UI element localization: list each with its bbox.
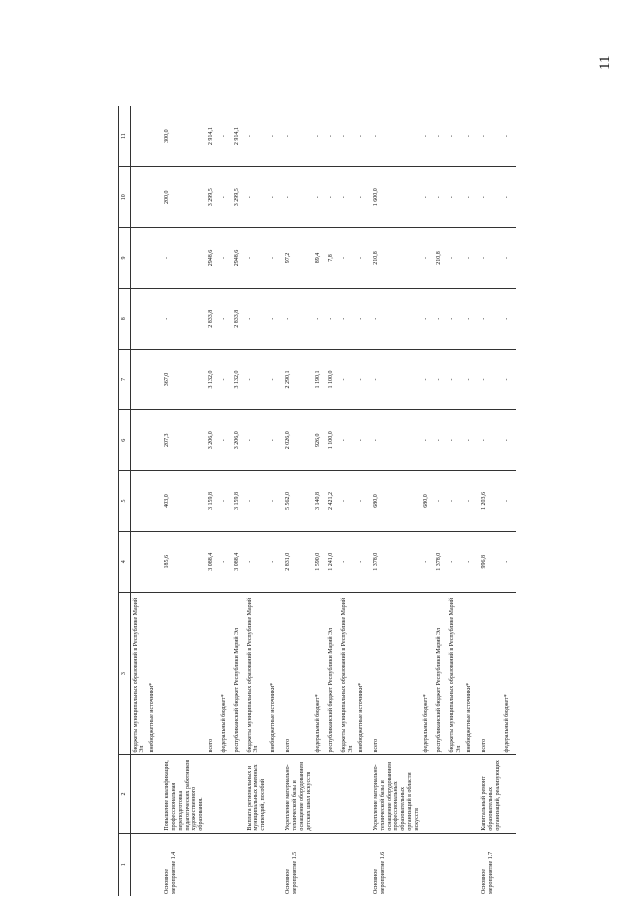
amount-cell: - bbox=[219, 349, 232, 410]
description-cell: Укрепление материально-технической базы и оснащение оборудованием детских школ искусств bbox=[281, 755, 313, 833]
amount-cell: - bbox=[448, 106, 464, 167]
amount-cell: - bbox=[503, 531, 516, 592]
amount-cell: 1 378,0 bbox=[369, 531, 422, 592]
amount-cell: - bbox=[327, 106, 340, 167]
amount-cell: - bbox=[448, 410, 464, 471]
description-cell: Повышение квалификации, профессиональная переподготовка педагогических работников художественного образования. bbox=[160, 755, 206, 833]
amount-cell bbox=[147, 471, 160, 532]
description-cell bbox=[356, 755, 369, 833]
column-number-header: 7 bbox=[119, 349, 131, 410]
amount-cell: - bbox=[477, 228, 503, 289]
amount-cell bbox=[147, 228, 160, 289]
table-row bbox=[435, 106, 448, 896]
amount-cell: - bbox=[281, 288, 313, 349]
amount-cell bbox=[147, 288, 160, 349]
amount-cell: - bbox=[340, 531, 356, 592]
amount-cell: - bbox=[503, 471, 516, 532]
description-cell bbox=[219, 755, 232, 833]
activity-cell bbox=[340, 833, 356, 896]
funding-source-cell: бюджеты муниципальных образований в Республике Марий Эл bbox=[448, 592, 464, 755]
funding-source-cell: республиканский бюджет Республики Марий Эл bbox=[435, 592, 448, 755]
amount-cell: - bbox=[422, 349, 435, 410]
amount-cell: - bbox=[327, 167, 340, 228]
amount-cell: 200,0 bbox=[160, 167, 206, 228]
table-row bbox=[219, 106, 232, 896]
column-number-header: 5 bbox=[119, 471, 131, 532]
amount-cell: - bbox=[435, 349, 448, 410]
amount-cell: 680,0 bbox=[369, 471, 422, 532]
amount-cell: - bbox=[369, 349, 422, 410]
amount-cell: - bbox=[245, 531, 268, 592]
amount-cell: 2 833,8 bbox=[206, 288, 219, 349]
amount-cell: - bbox=[356, 349, 369, 410]
column-number-header: 2 bbox=[119, 755, 131, 833]
amount-cell: - bbox=[356, 288, 369, 349]
funding-source-cell: федеральный бюджет* bbox=[219, 592, 232, 755]
amount-cell: - bbox=[340, 410, 356, 471]
amount-cell: - bbox=[464, 531, 477, 592]
amount-cell: - bbox=[422, 288, 435, 349]
amount-cell: - bbox=[268, 471, 281, 532]
budget-table bbox=[118, 106, 516, 896]
amount-cell bbox=[131, 531, 148, 592]
description-cell bbox=[314, 755, 327, 833]
amount-cell bbox=[131, 288, 148, 349]
amount-cell: - bbox=[477, 410, 503, 471]
amount-cell: 926,0 bbox=[314, 410, 327, 471]
column-number-header: 9 bbox=[119, 228, 131, 289]
amount-cell: 2948,6 bbox=[206, 228, 219, 289]
amount-cell: 210,8 bbox=[435, 228, 448, 289]
amount-cell: 3 088,4 bbox=[232, 531, 245, 592]
table-row bbox=[340, 106, 356, 896]
amount-cell: - bbox=[464, 106, 477, 167]
amount-cell: 1 100,0 bbox=[327, 410, 340, 471]
rotated-table-area bbox=[118, 106, 511, 896]
amount-cell bbox=[131, 167, 148, 228]
amount-cell: - bbox=[435, 410, 448, 471]
table-row bbox=[160, 106, 206, 896]
amount-cell: 1 378,0 bbox=[435, 531, 448, 592]
table-row bbox=[422, 106, 435, 896]
amount-cell: - bbox=[340, 106, 356, 167]
activity-cell bbox=[147, 833, 160, 896]
table-row bbox=[503, 106, 516, 896]
amount-cell: - bbox=[435, 288, 448, 349]
amount-cell bbox=[131, 349, 148, 410]
amount-cell: - bbox=[448, 349, 464, 410]
amount-cell: - bbox=[464, 228, 477, 289]
amount-cell: 403,0 bbox=[160, 471, 206, 532]
table-body bbox=[131, 106, 516, 896]
amount-cell: 3 299,5 bbox=[206, 167, 219, 228]
amount-cell bbox=[147, 410, 160, 471]
amount-cell: - bbox=[219, 410, 232, 471]
amount-cell bbox=[147, 167, 160, 228]
column-number-header: 11 bbox=[119, 106, 131, 167]
amount-cell: 3 299,5 bbox=[232, 167, 245, 228]
column-number-header: 1 bbox=[119, 833, 131, 896]
amount-cell bbox=[147, 531, 160, 592]
amount-cell: - bbox=[356, 471, 369, 532]
amount-cell: 3 159,8 bbox=[206, 471, 219, 532]
funding-source-cell: внебюджетные источники* bbox=[356, 592, 369, 755]
description-cell bbox=[131, 755, 148, 833]
amount-cell: - bbox=[422, 106, 435, 167]
amount-cell: - bbox=[340, 228, 356, 289]
activity-cell: Основное мероприятие 1.5 bbox=[285, 851, 299, 894]
amount-cell: 3 206,0 bbox=[232, 410, 245, 471]
amount-cell: 3 132,0 bbox=[232, 349, 245, 410]
amount-cell: - bbox=[268, 167, 281, 228]
column-number-header: 3 bbox=[119, 592, 131, 755]
amount-cell bbox=[131, 106, 148, 167]
description-cell bbox=[147, 755, 160, 833]
amount-cell bbox=[131, 228, 148, 289]
amount-cell: - bbox=[503, 167, 516, 228]
amount-cell: 1 203,6 bbox=[477, 471, 503, 532]
funding-source-cell: всего bbox=[206, 592, 219, 755]
amount-cell: - bbox=[340, 167, 356, 228]
amount-cell: - bbox=[268, 410, 281, 471]
funding-source-cell: внебюджетные источники* bbox=[147, 592, 160, 755]
amount-cell: 2 026,0 bbox=[281, 410, 313, 471]
amount-cell: - bbox=[340, 288, 356, 349]
column-number-row bbox=[119, 106, 131, 896]
amount-cell: - bbox=[464, 349, 477, 410]
amount-cell: 1 590,0 bbox=[314, 531, 327, 592]
amount-cell: - bbox=[356, 228, 369, 289]
table-row bbox=[268, 106, 281, 896]
amount-cell: - bbox=[422, 167, 435, 228]
amount-cell: - bbox=[268, 106, 281, 167]
activity-cell bbox=[327, 833, 340, 896]
amount-cell: - bbox=[369, 288, 422, 349]
amount-cell: 89,4 bbox=[314, 228, 327, 289]
description-cell bbox=[435, 755, 448, 833]
table-row bbox=[356, 106, 369, 896]
description-cell bbox=[448, 755, 464, 833]
description-cell bbox=[503, 755, 516, 833]
amount-cell: - bbox=[245, 410, 268, 471]
description-cell bbox=[464, 755, 477, 833]
amount-cell: 3 088,4 bbox=[206, 531, 219, 592]
amount-cell: - bbox=[219, 531, 232, 592]
amount-cell: - bbox=[314, 167, 327, 228]
amount-cell: 1 190,1 bbox=[314, 349, 327, 410]
amount-cell: - bbox=[268, 228, 281, 289]
funding-source-cell: бюджеты муниципальных образований в Республике Марий Эл bbox=[131, 592, 148, 755]
amount-cell: - bbox=[448, 167, 464, 228]
funding-source-cell bbox=[160, 592, 206, 755]
activity-cell bbox=[464, 833, 477, 896]
amount-cell: - bbox=[245, 471, 268, 532]
amount-cell: - bbox=[281, 167, 313, 228]
column-number-header: 8 bbox=[119, 288, 131, 349]
amount-cell: - bbox=[245, 288, 268, 349]
amount-cell: - bbox=[503, 106, 516, 167]
table-row bbox=[327, 106, 340, 896]
amount-cell: - bbox=[281, 106, 313, 167]
funding-source-cell: всего bbox=[369, 592, 422, 755]
activity-cell bbox=[131, 833, 148, 896]
amount-cell: - bbox=[448, 471, 464, 532]
amount-cell: 2 290,1 bbox=[281, 349, 313, 410]
description-cell bbox=[232, 755, 245, 833]
amount-cell: - bbox=[356, 167, 369, 228]
amount-cell: 1 241,0 bbox=[327, 531, 340, 592]
activity-cell bbox=[206, 833, 219, 896]
amount-cell: - bbox=[422, 228, 435, 289]
amount-cell: - bbox=[268, 531, 281, 592]
amount-cell: - bbox=[340, 471, 356, 532]
amount-cell bbox=[131, 471, 148, 532]
table-row bbox=[448, 106, 464, 896]
activity-cell: Основное мероприятие 1.4 bbox=[164, 851, 178, 894]
funding-source-cell: бюджеты муниципальных образований в Республике Марий Эл bbox=[340, 592, 356, 755]
amount-cell: 3 132,0 bbox=[206, 349, 219, 410]
amount-cell: 7,8 bbox=[327, 228, 340, 289]
amount-cell: 2 914,1 bbox=[232, 106, 245, 167]
amount-cell: - bbox=[477, 167, 503, 228]
amount-cell: - bbox=[327, 288, 340, 349]
amount-cell: - bbox=[435, 167, 448, 228]
description-cell bbox=[206, 755, 219, 833]
amount-cell: - bbox=[245, 106, 268, 167]
amount-cell: - bbox=[503, 228, 516, 289]
amount-cell: - bbox=[448, 531, 464, 592]
amount-cell bbox=[147, 106, 160, 167]
table-row bbox=[464, 106, 477, 896]
activity-cell bbox=[503, 833, 516, 896]
amount-cell: - bbox=[503, 349, 516, 410]
amount-cell: 680,0 bbox=[422, 471, 435, 532]
amount-cell: - bbox=[356, 531, 369, 592]
amount-cell: - bbox=[464, 471, 477, 532]
amount-cell: 2 421,2 bbox=[327, 471, 340, 532]
activity-cell bbox=[268, 833, 281, 896]
table-row bbox=[369, 106, 422, 896]
amount-cell: 3 140,8 bbox=[314, 471, 327, 532]
amount-cell: 207,3 bbox=[160, 410, 206, 471]
amount-cell: - bbox=[503, 288, 516, 349]
amount-cell: 996,8 bbox=[477, 531, 503, 592]
amount-cell bbox=[131, 410, 148, 471]
amount-cell: 2 914,1 bbox=[206, 106, 219, 167]
amount-cell: 300,0 bbox=[160, 106, 206, 167]
activity-cell bbox=[422, 833, 435, 896]
description-cell bbox=[327, 755, 340, 833]
amount-cell: 3 206,0 bbox=[206, 410, 219, 471]
amount-cell: - bbox=[435, 471, 448, 532]
table-row bbox=[206, 106, 219, 896]
activity-cell bbox=[448, 833, 464, 896]
amount-cell: - bbox=[422, 410, 435, 471]
amount-cell: 1 600,0 bbox=[369, 167, 422, 228]
table-row bbox=[131, 106, 148, 896]
amount-cell bbox=[147, 349, 160, 410]
activity-cell bbox=[356, 833, 369, 896]
funding-source-cell: всего bbox=[477, 592, 503, 755]
amount-cell: 2 831,0 bbox=[281, 531, 313, 592]
table-row bbox=[232, 106, 245, 896]
amount-cell: 210,8 bbox=[369, 228, 422, 289]
amount-cell: 3 159,8 bbox=[232, 471, 245, 532]
amount-cell: - bbox=[219, 167, 232, 228]
amount-cell: - bbox=[435, 106, 448, 167]
table-row bbox=[281, 106, 313, 896]
amount-cell: - bbox=[356, 410, 369, 471]
amount-cell: - bbox=[245, 228, 268, 289]
amount-cell: 367,0 bbox=[160, 349, 206, 410]
amount-cell: - bbox=[219, 228, 232, 289]
amount-cell: - bbox=[245, 349, 268, 410]
amount-cell: - bbox=[477, 288, 503, 349]
amount-cell: - bbox=[160, 228, 206, 289]
amount-cell: - bbox=[369, 106, 422, 167]
funding-source-cell: всего bbox=[281, 592, 313, 755]
funding-source-cell: внебюджетные источники* bbox=[464, 592, 477, 755]
amount-cell: - bbox=[219, 471, 232, 532]
amount-cell: - bbox=[219, 288, 232, 349]
amount-cell: - bbox=[268, 288, 281, 349]
amount-cell: - bbox=[160, 288, 206, 349]
amount-cell: 97,2 bbox=[281, 228, 313, 289]
amount-cell: 2948,6 bbox=[232, 228, 245, 289]
amount-cell: 2 833,8 bbox=[232, 288, 245, 349]
page-number: 11 bbox=[597, 55, 613, 70]
amount-cell: - bbox=[422, 531, 435, 592]
table-row bbox=[245, 106, 268, 896]
activity-cell bbox=[314, 833, 327, 896]
column-number-header: 4 bbox=[119, 531, 131, 592]
funding-source-cell: федеральный бюджет* bbox=[503, 592, 516, 755]
amount-cell: - bbox=[314, 288, 327, 349]
funding-source-cell: республиканский бюджет Республики Марий Эл bbox=[232, 592, 245, 755]
funding-source-cell: внебюджетные источники* bbox=[268, 592, 281, 755]
funding-source-cell: федеральный бюджет* bbox=[422, 592, 435, 755]
amount-cell: - bbox=[245, 167, 268, 228]
funding-source-cell: федеральный бюджет* bbox=[314, 592, 327, 755]
table-row bbox=[477, 106, 503, 896]
amount-cell: - bbox=[464, 410, 477, 471]
amount-cell: - bbox=[219, 106, 232, 167]
funding-source-cell: бюджеты муниципальных образований в Республике Марий Эл bbox=[245, 592, 268, 755]
amount-cell: - bbox=[356, 106, 369, 167]
amount-cell: - bbox=[448, 228, 464, 289]
amount-cell: - bbox=[503, 410, 516, 471]
description-cell bbox=[340, 755, 356, 833]
amount-cell: - bbox=[314, 106, 327, 167]
description-cell bbox=[268, 755, 281, 833]
table-row bbox=[314, 106, 327, 896]
amount-cell: - bbox=[477, 106, 503, 167]
amount-cell: 1 100,0 bbox=[327, 349, 340, 410]
table-row bbox=[147, 106, 160, 896]
amount-cell: - bbox=[477, 349, 503, 410]
activity-cell bbox=[435, 833, 448, 896]
column-number-header: 10 bbox=[119, 167, 131, 228]
description-cell: Капитальный ремонт образовательных организаций, реализующих bbox=[477, 755, 503, 833]
funding-source-cell: республиканский бюджет Республики Марий Эл bbox=[327, 592, 340, 755]
amount-cell: - bbox=[464, 167, 477, 228]
description-cell: Укрепление материально-технической базы и оснащение оборудованием профессиональных образовательных организаций в области искусств bbox=[369, 755, 422, 833]
activity-cell: Основное мероприятие 1.6 bbox=[373, 851, 386, 894]
activity-cell bbox=[245, 833, 268, 896]
activity-cell bbox=[232, 833, 245, 896]
amount-cell: 5 562,0 bbox=[281, 471, 313, 532]
description-cell: Выплата региональных и муниципальных именных стипендий, пособий bbox=[245, 755, 268, 833]
activity-cell: Основное мероприятие 1.7 bbox=[481, 851, 494, 894]
amount-cell: - bbox=[448, 288, 464, 349]
activity-cell bbox=[219, 833, 232, 896]
amount-cell: - bbox=[340, 349, 356, 410]
amount-cell: 185,6 bbox=[160, 531, 206, 592]
column-number-header: 6 bbox=[119, 410, 131, 471]
description-cell bbox=[422, 755, 435, 833]
amount-cell: - bbox=[369, 410, 422, 471]
amount-cell: - bbox=[464, 288, 477, 349]
amount-cell: - bbox=[268, 349, 281, 410]
